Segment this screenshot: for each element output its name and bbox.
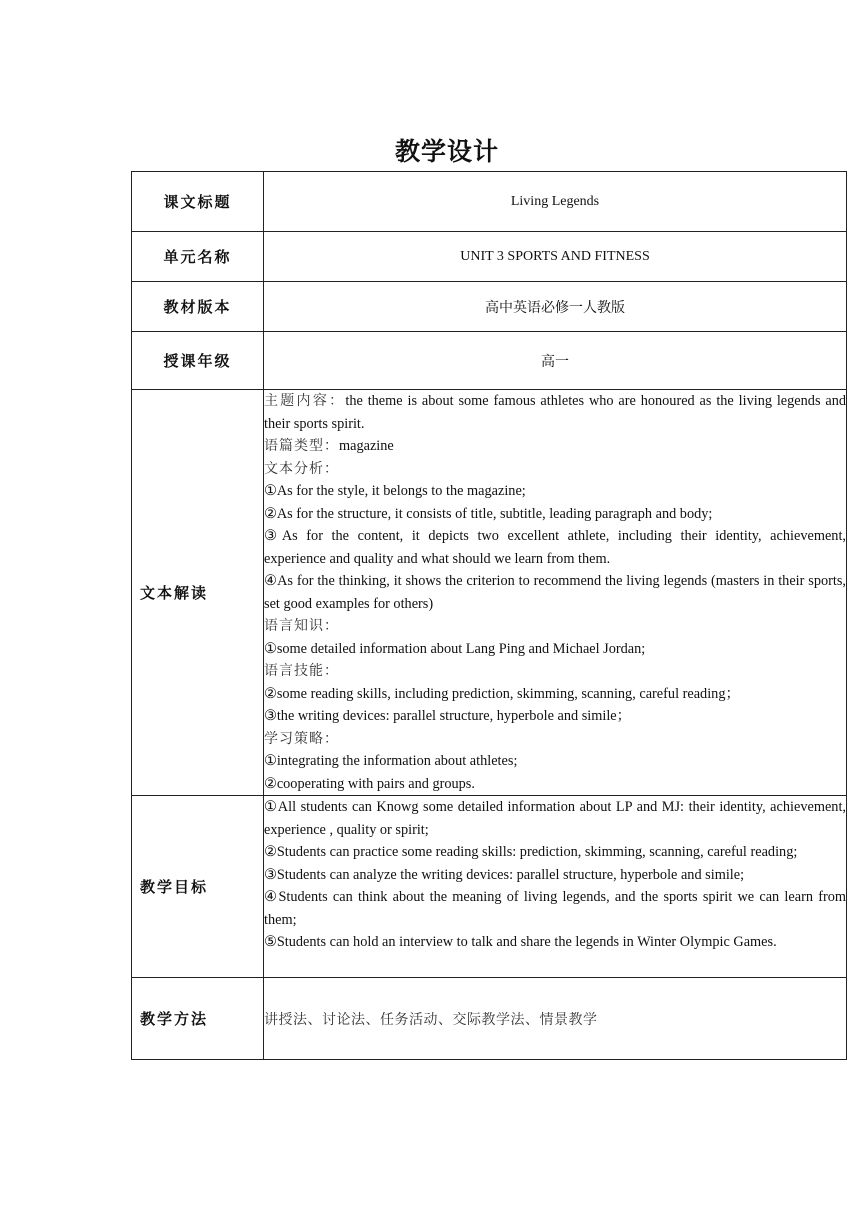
theme-heading: 主题内容： bbox=[264, 393, 346, 409]
table-row bbox=[132, 796, 847, 978]
lesson-design-table bbox=[131, 171, 847, 1060]
list-item: ③As for the content, it depicts two excellent athlete, including their identity, achievement, experience and quality and what should we learn from them. bbox=[264, 528, 846, 567]
knowledge-heading: 语言知识： bbox=[264, 618, 339, 634]
strategy-heading: 学习策略： bbox=[264, 730, 339, 747]
list-item: ②some reading skills, including prediction, skimming, scanning, careful reading； bbox=[264, 685, 740, 702]
table-row bbox=[132, 172, 847, 232]
genre-text: magazine bbox=[339, 438, 394, 454]
list-item: ④Students can think about the meaning of living legends, and the sports spirit we can learn from them; bbox=[264, 889, 846, 928]
list-item: ⑤Students can hold an interview to talk and share the legends in Winter Olympic Games. bbox=[264, 934, 777, 950]
table-row bbox=[132, 282, 847, 332]
list-item: ②cooperating with pairs and groups. bbox=[264, 775, 475, 792]
table-row bbox=[132, 978, 847, 1060]
methods-label: 教学方法 bbox=[132, 978, 264, 1060]
objectives-content bbox=[264, 796, 847, 978]
textbook-label: 教材版本 bbox=[132, 282, 264, 332]
grade-value: 高一 bbox=[264, 332, 847, 390]
objectives-label: 教学目标 bbox=[132, 796, 264, 978]
table-row bbox=[132, 390, 847, 796]
lesson-title-value: Living Legends bbox=[264, 172, 847, 232]
list-item: ①some detailed information about Lang Ping and Michael Jordan; bbox=[264, 640, 646, 657]
grade-label: 授课年级 bbox=[132, 332, 264, 390]
text-analysis-content bbox=[264, 390, 847, 796]
skills-heading: 语言技能： bbox=[264, 663, 339, 679]
list-item: ①As for the style, it belongs to the magazine; bbox=[264, 483, 526, 499]
table-row bbox=[132, 332, 847, 390]
page-title: 教学设计 bbox=[394, 137, 499, 166]
genre-line bbox=[264, 435, 846, 458]
table-row bbox=[132, 232, 847, 282]
analysis-heading: 文本分析： bbox=[264, 460, 339, 477]
list-item: ③the writing devices: parallel structure, hyperbole and simile； bbox=[264, 708, 631, 724]
theme-line bbox=[264, 390, 846, 435]
theme-text: the theme is about some famous athletes who are honoured as the living legends and their sports spirit. bbox=[264, 393, 847, 432]
text-analysis-label: 文本解读 bbox=[132, 390, 264, 796]
textbook-value: 高中英语必修一人教版 bbox=[264, 282, 847, 332]
list-item: ②Students can practice some reading skills: prediction, skimming, scanning, careful reading; bbox=[264, 844, 798, 860]
list-item: ②As for the structure, it consists of title, subtitle, leading paragraph and body; bbox=[264, 505, 713, 522]
methods-value: 讲授法、讨论法、任务活动、交际教学法、情景教学 bbox=[264, 978, 847, 1060]
list-item: ④As for the thinking, it shows the criterion to recommend the living legends (masters in their sports, set good examples for others) bbox=[264, 573, 846, 612]
list-item: ③Students can analyze the writing devices: parallel structure, hyperbole and simile; bbox=[264, 866, 745, 883]
list-item: ①integrating the information about athletes; bbox=[264, 753, 518, 769]
lesson-title-label: 课文标题 bbox=[132, 172, 264, 232]
genre-heading: 语篇类型： bbox=[264, 438, 339, 454]
list-item: ①All students can Knowg some detailed information about LP and MJ: their identity, achievement, experience , quality or spirit; bbox=[264, 799, 846, 838]
unit-name-value: UNIT 3 SPORTS AND FITNESS bbox=[264, 232, 847, 282]
unit-name-label: 单元名称 bbox=[132, 232, 264, 282]
